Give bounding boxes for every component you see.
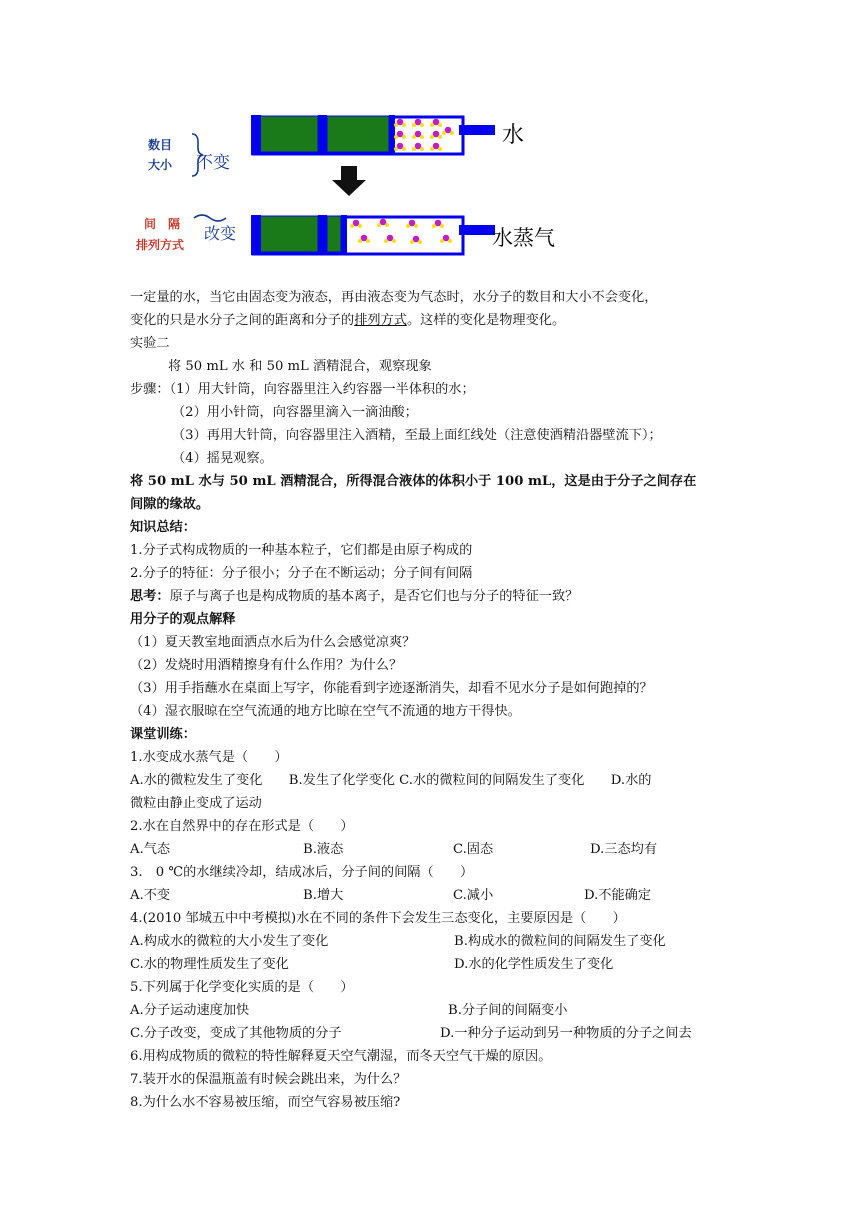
training-q3: 3. 0 ℃的水继续冷却，结成冰后，分子间的间隔（ ） — [130, 865, 474, 880]
training-q1: 1.水变成水蒸气是（ ） — [130, 750, 288, 765]
training-q1-continued: 微粒由静止变成了运动 — [130, 796, 262, 811]
syringe-diagram — [130, 100, 730, 280]
summary-item-1: 1.分子式构成物质的一种基本粒子，它们都是由原子构成的 — [130, 543, 473, 558]
intro-line-2 — [130, 309, 736, 332]
intro-line-1: 一定量的水，当它由固态变为液态，再由液态变为气态时，水分子的数目和大小不会变化， — [130, 290, 658, 305]
summary-item-2: 2.分子的特征：分子很小；分子在不断运动；分子间有间隔 — [130, 566, 473, 581]
experiment-conclusion-2: 间隙的缘故。 — [130, 497, 210, 512]
training-q8: 8.为什么水不容易被压缩，而空气容易被压缩? — [130, 1095, 401, 1110]
training-q6: 6.用构成物质的微粒的特性解释夏天空气潮湿，而冬天空气干燥的原因。 — [130, 1049, 552, 1064]
option-a: A.气态 — [130, 842, 171, 857]
syringe-diagram-svg — [130, 100, 730, 280]
option-d: D.不能确定 — [584, 888, 652, 903]
training-q4: 4.(2010 邹城五中中考模拟)水在不同的条件下会发生三态变化，主要原因是（ ） — [130, 911, 626, 926]
experiment-step-2: （2）用小针筒，向容器里滴入一滴油酸； — [172, 405, 418, 420]
training-q5-options-cd — [130, 1022, 736, 1045]
option-a: A.不变 — [130, 888, 171, 903]
explain-q2: （2）发烧时用酒精擦身有什么作用？为什么？ — [130, 658, 403, 673]
training-q4-options-ab — [130, 930, 736, 953]
document-body — [130, 286, 736, 1114]
option-b: B.分子间的间隔变小 — [448, 1003, 568, 1018]
steam-label: 水蒸气 — [492, 226, 555, 250]
think-label: 思考： — [130, 589, 170, 604]
changed-label: 改变 — [204, 224, 237, 243]
water-label: 水 — [502, 123, 525, 148]
explain-q4: （4）湿衣服晾在空气流通的地方比晾在空气不流通的地方干得快。 — [130, 704, 521, 719]
experiment-conclusion-1: 将 50 mL 水与 50 mL 酒精混合，所得混合液体的体积小于 100 mL，这是由于分子之间存在 — [130, 474, 697, 489]
option-c: C.减小 — [453, 888, 494, 903]
training-q5: 5.下列属于化学变化实质的是（ ） — [130, 980, 354, 995]
gap-label: 间 隔 — [144, 217, 181, 231]
explain-heading: 用分子的观点解释 — [130, 612, 236, 627]
option-d: D.一种分子运动到另一种物质的分子之间去 — [440, 1026, 692, 1041]
training-q2-options — [130, 838, 736, 861]
training-q4-options-cd — [130, 953, 736, 976]
option-d: D.三态均有 — [590, 842, 658, 857]
down-arrow-icon — [332, 166, 366, 196]
training-q1-options: A.水的微粒发生了变化 B.发生了化学变化 C.水的微粒间的间隔发生了变化 D.水的 — [130, 773, 652, 788]
water-syringe — [251, 115, 495, 155]
option-b: B.增大 — [303, 888, 344, 903]
steam-syringe — [251, 215, 495, 255]
intro-text-end: 。这样的变化是物理变化。 — [406, 313, 566, 328]
training-q2: 2.水在自然界中的存在形式是（ ） — [130, 819, 354, 834]
explain-q3: （3）用手指蘸水在桌面上写字，你能看到字迹逐渐消失，却看不见水分子是如何跑掉的？ — [130, 681, 653, 696]
experiment-step-3: （3）再用大针筒，向容器里注入酒精，至最上面红线处（注意使酒精沿器壁流下）； — [172, 428, 662, 443]
training-q5-options-ab — [130, 999, 736, 1022]
experiment-desc: 将 50 mL 水 和 50 mL 酒精混合，观察现象 — [168, 359, 432, 374]
experiment-step-4: （4）摇晃观察。 — [172, 451, 273, 466]
training-heading: 课堂训练： — [130, 727, 196, 742]
experiment-heading: 实验二 — [130, 336, 170, 351]
intro-text: 变化的只是水分子之间的距离和分子的 — [130, 313, 355, 328]
arrangement-label: 排列方式 — [136, 238, 185, 252]
option-c: C.水的物理性质发生了变化 — [130, 957, 289, 972]
underlined-term: 排列方式 — [354, 313, 407, 328]
think-line — [130, 585, 736, 608]
option-c: C.分子改变，变成了其他物质的分子 — [130, 1026, 342, 1041]
unchanged-label: 不变 — [196, 153, 230, 173]
option-b: B.液态 — [303, 842, 344, 857]
experiment-step-1: 步骤：（1）用大针筒，向容器里注入约容器一半体积的水； — [130, 382, 475, 397]
explain-q1: （1）夏天教室地面洒点水后为什么会感觉凉爽？ — [130, 635, 416, 650]
think-text: 原子与离子也是构成物质的基本离子，是否它们也与分子的特征一致？ — [169, 589, 579, 604]
training-q3-options — [130, 884, 736, 907]
option-b: B.构成水的微粒间的间隔发生了变化 — [454, 934, 666, 949]
number-label: 数目 — [148, 138, 173, 152]
option-c: C.固态 — [453, 842, 494, 857]
summary-heading: 知识总结： — [130, 520, 196, 535]
training-q7: 7.装开水的保温瓶盖有时候会跳出来，为什么？ — [130, 1072, 407, 1087]
option-a: A.构成水的微粒的大小发生了变化 — [130, 934, 329, 949]
size-label: 大小 — [148, 158, 173, 172]
option-d: D.水的化学性质发生了变化 — [454, 957, 614, 972]
option-a: A.分子运动速度加快 — [130, 1003, 250, 1018]
